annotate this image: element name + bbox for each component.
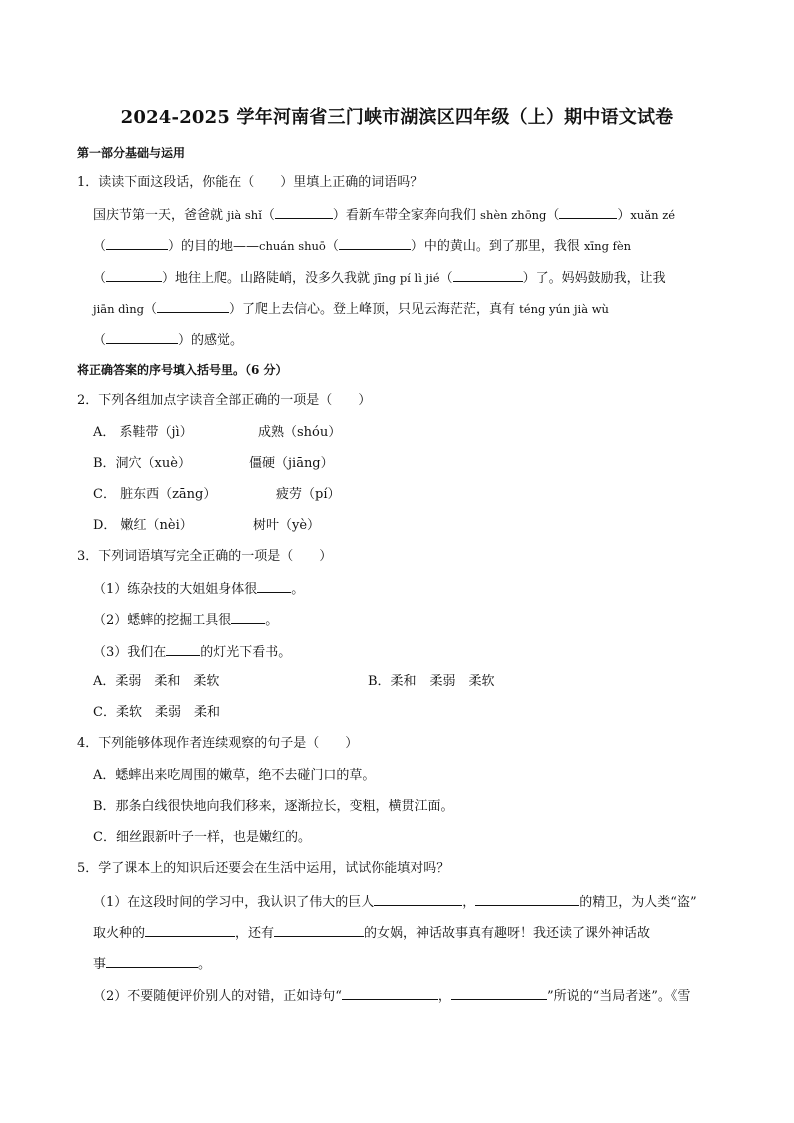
q3-sentence-2-text: （2）蟋蟀的挖掘工具很 [93, 613, 232, 628]
q1-stem: 1．读读下面这段话，你能在（ ）里填上正确的词语吗？ [77, 175, 424, 190]
q5-blank-4[interactable] [274, 922, 364, 937]
q1-text: ）中的黄山。到了那里，我很 [410, 239, 584, 254]
q5-line-2 [93, 922, 650, 944]
q2-option-d[interactable] [93, 516, 321, 536]
pinyin: xuǎn zé [630, 208, 676, 222]
page-title: 2024-2025 学年河南省三门峡市湖滨区四年级（上）期中语文试卷 [120, 107, 674, 128]
q4-option-c[interactable]: C．细丝跟新叶子一样，也是嫩红的。 [93, 830, 311, 845]
q1-blank-6[interactable] [453, 267, 523, 282]
q1-text: ）的感觉。 [178, 333, 244, 348]
q2-option-b-word1: B．洞穴（xuè） [93, 456, 191, 471]
q3-sentence-1-text: （1）练杂技的大姐姐身体很 [93, 582, 258, 597]
q1-line-2 [93, 235, 631, 257]
q3-blank-2[interactable] [231, 609, 265, 624]
q5-text: 。 [198, 957, 212, 972]
q1-line-5 [93, 329, 243, 351]
q3-option-b[interactable]: B．柔和 柔弱 柔软 [368, 674, 495, 689]
q5-blank-6[interactable] [342, 985, 438, 1000]
q3-blank-1[interactable] [257, 578, 291, 593]
q4-option-a[interactable]: A．蟋蟀出来吃周围的嫩草，绝不去碰门口的草。 [93, 768, 376, 783]
q1-text: ）的目的地—— [168, 239, 260, 254]
q1-text: ）地往上爬。山路陡峭，没多久我就 [162, 271, 375, 286]
q2-option-d-word2: 树叶（yè） [253, 518, 321, 533]
q2-option-a-word2: 成熟（shóu） [258, 425, 342, 440]
q1-text: （ [261, 208, 275, 223]
pinyin: jiān dìng [93, 302, 144, 316]
q5-text: 的精卫，为人类“盗” [579, 895, 697, 910]
section2-heading: 将正确答案的序号填入括号里。（6 分） [77, 363, 288, 377]
pinyin: shèn zhōng [480, 208, 547, 222]
q3-sentence-2-end: 。 [265, 613, 279, 628]
q5-text: 取火种的 [93, 926, 146, 941]
q1-blank-5[interactable] [106, 267, 162, 282]
q5-blank-5[interactable] [106, 953, 198, 968]
q5-line-4 [93, 985, 690, 1007]
q4-option-b[interactable]: B．那条白线很快地向我们移来，逐渐拉长，变粗，横贯江面。 [93, 799, 454, 814]
q3-blank-3[interactable] [166, 641, 200, 656]
q4-stem: 4．下列能够体现作者连续观察的句子是（ ） [77, 736, 359, 751]
q1-text: ）看新车带全家奔向我们 [332, 208, 481, 223]
q1-blank-1[interactable] [275, 204, 333, 219]
q1-text: （ [325, 239, 339, 254]
q2-option-c-word1: C． 脏东西（zāng） [93, 487, 217, 502]
q5-text: ， [437, 989, 451, 1004]
q5-blank-2[interactable] [475, 891, 579, 906]
q1-blank-4[interactable] [339, 235, 411, 250]
q3-sentence-3-text: （3）我们在 [93, 645, 167, 660]
q2-option-c-word2: 疲劳（pí） [276, 487, 341, 502]
pinyin: xīng fèn [584, 239, 632, 253]
q3-sentence-1 [93, 578, 304, 600]
q5-text: ，还有 [235, 926, 275, 941]
q2-option-a[interactable] [93, 423, 342, 443]
q1-blank-8[interactable] [106, 329, 178, 344]
q1-text: 国庆节第一天，爸爸就 [93, 208, 228, 223]
q1-line-1 [93, 204, 675, 226]
q3-stem: 3．下列词语填写完全正确的一项是（ ） [77, 549, 333, 564]
q3-option-a[interactable]: A．柔弱 柔和 柔软 [93, 674, 220, 689]
pinyin: téng yún jià wù [519, 302, 609, 316]
q1-line-3 [93, 267, 666, 289]
q1-text: （ [93, 333, 107, 348]
q5-line-3 [93, 953, 211, 975]
q2-option-a-word1: A． 系鞋带（jì） [93, 425, 193, 440]
q1-text: （ [546, 208, 560, 223]
q1-text: （ [93, 271, 107, 286]
q5-text: （2）不要随便评价别人的对错，正如诗句“ [93, 989, 342, 1004]
q5-text: 的女娲，神话故事真有趣呀！我还读了课外神话故 [364, 926, 651, 941]
q2-option-b[interactable] [93, 454, 334, 474]
q1-text: （ [439, 271, 453, 286]
q5-line-1 [93, 891, 697, 913]
q5-blank-7[interactable] [451, 985, 547, 1000]
q5-text: ”所说的“当局者迷”。《雪 [546, 989, 691, 1004]
q3-option-c[interactable]: C．柔软 柔弱 柔和 [93, 705, 220, 720]
pinyin: jià shǐ [227, 208, 262, 222]
q1-text: ） [617, 208, 631, 223]
q5-blank-1[interactable] [374, 891, 462, 906]
q5-text: ， [462, 895, 476, 910]
q2-option-b-word2: 僵硬（jiāng） [249, 456, 334, 471]
part1-heading: 第一部分基础与运用 [77, 146, 186, 160]
q5-stem: 5．学了课本上的知识后还要会在生活中运用，试试你能填对吗？ [77, 861, 450, 876]
q1-blank-2[interactable] [559, 204, 617, 219]
pinyin: chuán shuō [259, 239, 326, 253]
q5-text: 事 [93, 957, 107, 972]
q1-text: （ [143, 302, 157, 317]
q3-sentence-3-end: 的灯光下看书。 [200, 645, 292, 660]
q1-line-4 [93, 298, 609, 320]
q2-stem: 2．下列各组加点字读音全部正确的一项是（ ） [77, 393, 372, 408]
q3-sentence-3 [93, 641, 291, 663]
q1-blank-3[interactable] [106, 235, 168, 250]
q1-text: （ [93, 239, 107, 254]
q5-blank-3[interactable] [145, 922, 235, 937]
q1-text: ）了爬上去信心。登上峰顶，只见云海茫茫，真有 [229, 302, 520, 317]
q2-option-c[interactable] [93, 485, 341, 505]
q1-blank-7[interactable] [157, 298, 229, 313]
q3-sentence-1-end: 。 [291, 582, 305, 597]
q3-sentence-2 [93, 609, 278, 631]
q5-text: （1）在这段时间的学习中，我认识了伟大的巨人 [93, 895, 375, 910]
q1-text: ）了。妈妈鼓励我，让我 [522, 271, 666, 286]
pinyin: jīng pí lì jié [374, 271, 440, 285]
q2-option-d-word1: D． 嫩红（nèi） [93, 518, 193, 533]
